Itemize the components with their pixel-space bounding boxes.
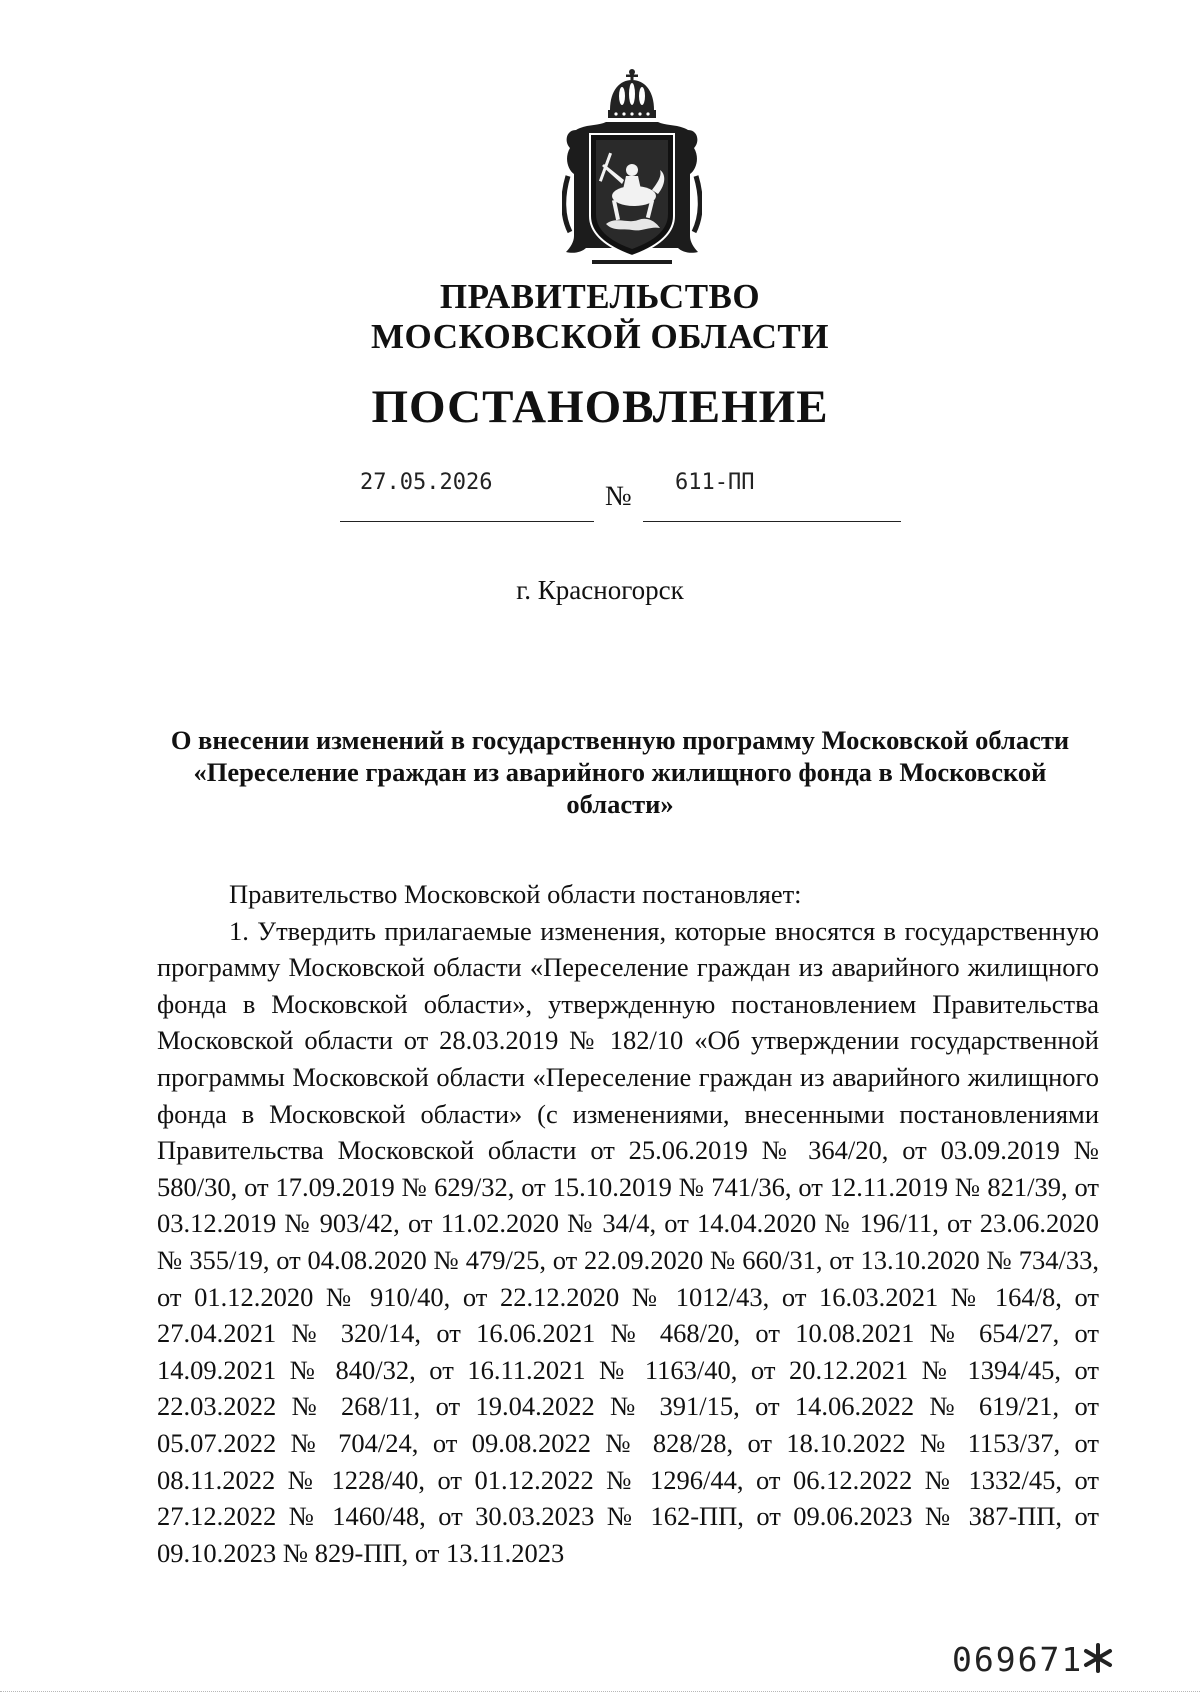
body-paragraph: Правительство Московской области постановляет: <box>229 879 802 909</box>
asterisk-icon <box>1082 1642 1114 1674</box>
serial-number: 069671 <box>952 1640 1084 1679</box>
number-sign: № <box>605 481 632 512</box>
date-underline <box>340 521 594 522</box>
document-body <box>157 876 1099 1571</box>
document-date: 27.05.2026 <box>360 470 493 495</box>
number-underline <box>643 521 901 522</box>
city-line: г. Красногорск <box>516 575 684 605</box>
scan-edge-artifact <box>0 1691 1200 1692</box>
government-title-line2: МОСКОВСКОЙ ОБЛАСТИ <box>371 317 829 356</box>
government-title-line1: ПРАВИТЕЛЬСТВО <box>439 277 761 316</box>
body-paragraph: 1. Утвердить прилагаемые изменения, которые вносятся в государственную программу Московской области «Переселение граждан из аварийного жилищного фонда в Московской области», утвержденную постановлением Правительства Московской области от 28.03.2019 № 182/10 «Об утверждении государственной программы Московской области «Переселение граждан из аварийного жилищного фонда в Московской области» (с изменениями, внесенными постановлениями Правительства Московской области от 25.06.2019 № 364/20, от 03.09.2019 № 580/30, от 17.09.2019 № 629/32, от 15.10.2019 № 741/36, от 12.11.2019 № 821/39, от 03.12.2019 № 903/42, от 11.02.2020 № 34/4, от 14.04.2020 № 196/11, от 23.06.2020 № 355/19, от 04.08.2020 № 479/25, от 22.09.2020 № 660/31, от 13.10.2020 № 734/33, от 01.12.2020 № 910/40, от 22.12.2020 № 1012/43, от 16.03.2021 № 164/8, от 27.04.2021 № 320/14, от 16.06.2021 № 468/20, от 10.08.2021 № 654/27, от 14.09.2021 № 840/32, от 16.11.2021 № 1163/40, от 20.12.2021 № 1394/45, от 22.03.2022 № 268/11, от 19.04.2022 № 391/15, от 14.06.2022 № 619/21, от 05.07.2022 № 704/24, от 09.08.2022 № 828/28, от 18.10.2022 № 1153/37, от 08.11.2022 № 1228/40, от 01.12.2022 № 1296/44, от 06.12.2022 № 1332/45, от 27.12.2022 № 1460/48, от 30.03.2023 № 162-ПП, от 09.06.2023 № 387-ПП, от 09.10.2023 № 829-ПП, от 13.11.2023 <box>157 915 1099 1568</box>
document-number: 611-ПП <box>675 470 755 495</box>
coat-of-arms-emblem <box>562 66 702 271</box>
document-subject: О внесении изменений в государственную программу Московской области «Переселение граждан из аварийного жилищного фонда в Московской области» <box>170 725 1070 819</box>
document-type-heading: ПОСТАНОВЛЕНИЕ <box>371 381 829 433</box>
